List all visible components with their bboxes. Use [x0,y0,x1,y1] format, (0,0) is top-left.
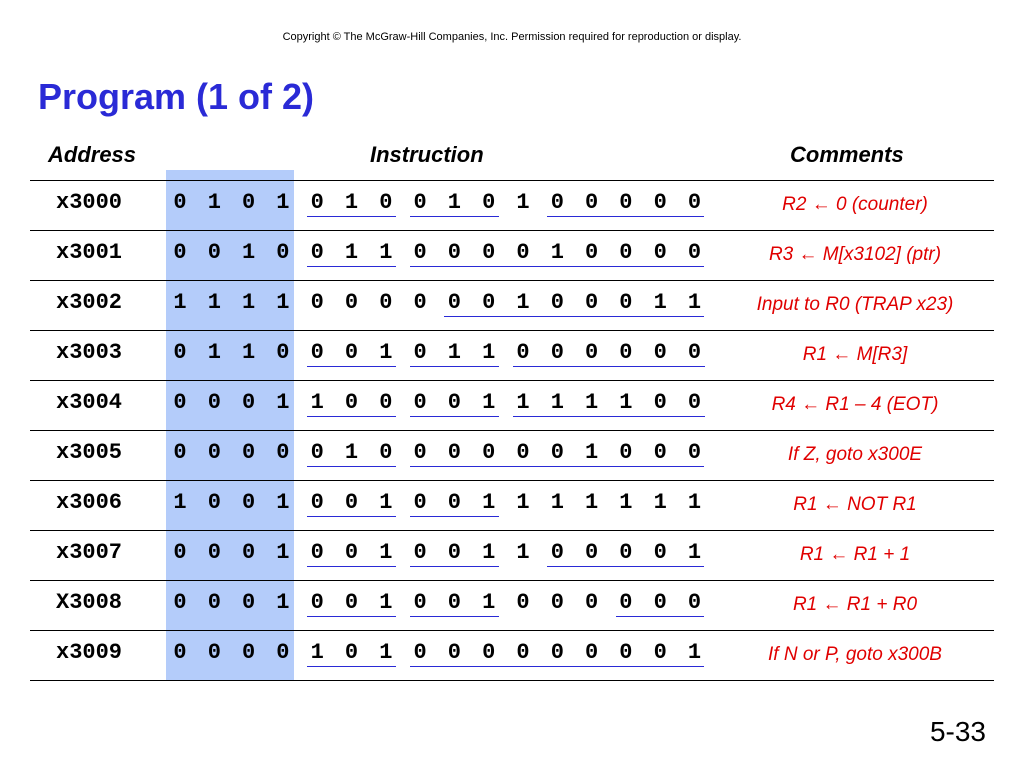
instruction-bit: 1 [276,390,290,415]
table-row [30,380,994,430]
address-cell: x3003 [56,340,123,365]
field-underline [410,616,499,617]
instruction-bit: 0 [584,290,599,315]
table-row [30,230,994,280]
comment-cell: R2 ← 0 (counter) [782,194,928,215]
row-divider [30,680,994,681]
instruction-bit: 0 [173,440,187,465]
instruction-bit: 0 [241,490,256,515]
field-underline [513,416,705,417]
instruction-bit: 1 [379,590,393,615]
instruction-bit: 1 [687,540,702,565]
instruction-bit: 0 [653,540,667,565]
instruction-bit: 0 [687,590,702,615]
comment-cell: R3 ← M[x3102] (ptr) [768,244,942,265]
table-row [30,430,994,480]
instruction-bit: 1 [241,290,256,315]
field-underline [410,266,704,267]
instruction-bit: 0 [379,190,393,215]
field-underline [307,266,396,267]
field-underline [307,566,396,567]
instruction-bit: 0 [447,390,461,415]
copyright-notice: Copyright © The McGraw-Hill Companies, Inc. Permission required for reproduction or display. [282,31,742,43]
instruction-bit: 0 [584,340,599,365]
instruction-bit: 0 [413,240,427,265]
instruction-bit: 1 [516,540,530,565]
instruction-bit: 1 [379,240,393,265]
table-row [30,480,994,530]
instruction-bit: 1 [344,190,359,215]
instruction-bit: 0 [207,640,221,665]
field-underline [410,416,499,417]
instruction-bit: 0 [482,290,496,315]
instruction-bit: 0 [413,440,427,465]
address-cell: x3005 [56,440,123,465]
instruction-bit: 0 [584,640,599,665]
instruction-bit: 0 [173,390,187,415]
table-row [30,330,994,380]
instruction-bit: 0 [687,190,702,215]
instruction-bit: 0 [241,190,256,215]
instruction-bit: 0 [310,340,324,365]
instruction-bit: 1 [653,490,667,515]
comment-cell: R1 ← R1 + R0 [792,594,918,615]
table-row [30,630,994,680]
instruction-bit: 0 [653,240,667,265]
field-underline [307,516,396,517]
instruction-bit: 1 [550,240,564,265]
address-cell: x3009 [56,640,123,665]
instruction-bit: 0 [413,490,427,515]
instruction-bit: 0 [619,440,633,465]
field-underline [307,666,396,667]
comment-cell: R4 ← R1 – 4 (EOT) [771,394,939,415]
field-underline [307,466,396,467]
instruction-bit: 0 [173,240,187,265]
instruction-bit: 0 [584,590,599,615]
instruction-bit: 0 [619,190,633,215]
instruction-bit: 0 [310,590,324,615]
instruction-bit: 0 [173,640,187,665]
instruction-bit: 0 [619,540,633,565]
instruction-bit: 0 [310,240,324,265]
instruction-bit: 1 [379,340,393,365]
instruction-bit: 0 [516,340,530,365]
instruction-bit: 1 [584,390,599,415]
instruction-bit: 0 [550,590,564,615]
comment-cell: Input to R0 (TRAP x23) [756,294,954,315]
instruction-bit: 0 [207,490,221,515]
instruction-bit: 0 [653,440,667,465]
instruction-bit: 1 [516,390,530,415]
instruction-bit: 0 [310,190,324,215]
instruction-bit: 1 [344,440,359,465]
instruction-bit: 0 [550,640,564,665]
instruction-bit: 0 [413,640,427,665]
instruction-bit: 1 [241,240,256,265]
address-cell: x3006 [56,490,123,515]
address-cell: x3001 [56,240,123,265]
instruction-bit: 1 [619,390,633,415]
instruction-bit: 0 [276,640,290,665]
instruction-bit: 1 [550,390,564,415]
instruction-bit: 0 [413,540,427,565]
instruction-bit: 0 [344,290,359,315]
table-row [30,180,994,230]
instruction-bit: 0 [413,290,427,315]
instruction-bit: 0 [516,440,530,465]
instruction-bit: 0 [619,590,633,615]
instruction-bit: 1 [516,190,530,215]
instruction-bit: 1 [241,340,256,365]
instruction-bit: 0 [482,440,496,465]
field-underline [410,466,704,467]
field-underline [616,616,705,617]
field-underline [307,416,396,417]
field-underline [547,216,704,217]
instruction-bit: 0 [687,440,702,465]
instruction-bit: 0 [482,190,496,215]
instruction-bit: 1 [310,640,324,665]
instruction-bit: 1 [379,490,393,515]
instruction-bit: 0 [516,590,530,615]
slide-number: 5-33 [929,716,986,747]
field-underline [444,316,704,317]
comment-cell: If Z, goto x300E [787,444,923,465]
instruction-bit: 0 [173,190,187,215]
instruction-bit: 1 [482,540,496,565]
instruction-bit: 1 [687,640,702,665]
instruction-bit: 0 [653,640,667,665]
address-cell: x3000 [56,190,123,215]
field-underline [513,366,705,367]
instruction-bit: 1 [276,190,290,215]
field-underline [307,216,396,217]
address-cell: X3008 [56,590,123,615]
instruction-bit: 0 [550,340,564,365]
instruction-bit: 0 [241,540,256,565]
instruction-bit: 0 [447,540,461,565]
instruction-bit: 0 [687,390,702,415]
header-instruction: Instruction [370,142,484,167]
instruction-bit: 0 [447,290,461,315]
field-underline [410,666,704,667]
instruction-bit: 0 [653,340,667,365]
instruction-bit: 1 [379,540,393,565]
comment-cell: If N or P, goto x300B [768,644,942,665]
instruction-bit: 0 [619,340,633,365]
instruction-bit: 1 [687,490,702,515]
instruction-bit: 0 [619,290,633,315]
instruction-bit: 0 [344,390,359,415]
instruction-bit: 0 [584,540,599,565]
field-underline [410,366,499,367]
instruction-bit: 0 [207,240,221,265]
instruction-bit: 0 [276,340,290,365]
instruction-bit: 0 [584,240,599,265]
instruction-bit: 1 [379,640,393,665]
instruction-bit: 1 [276,590,290,615]
instruction-bit: 0 [516,240,530,265]
instruction-bit: 1 [447,190,461,215]
instruction-bit: 0 [344,640,359,665]
instruction-bit: 0 [207,440,221,465]
instruction-bit: 1 [584,490,599,515]
instruction-bit: 0 [344,490,359,515]
instruction-bit: 0 [344,540,359,565]
instruction-bit: 0 [687,340,702,365]
field-underline [410,216,499,217]
instruction-bit: 0 [379,440,393,465]
instruction-bit: 0 [447,440,461,465]
comment-cell: R1 ← NOT R1 [793,494,917,515]
instruction-bit: 1 [207,190,221,215]
instruction-bit: 1 [310,390,324,415]
instruction-bit: 1 [447,340,461,365]
instruction-bit: 1 [516,290,530,315]
instruction-bit: 0 [379,390,393,415]
instruction-bit: 0 [413,590,427,615]
instruction-bit: 0 [241,440,256,465]
instruction-bit: 0 [550,540,564,565]
instruction-bit: 0 [344,340,359,365]
address-cell: x3002 [56,290,123,315]
field-underline [547,566,704,567]
instruction-bit: 1 [207,340,221,365]
instruction-bit: 0 [653,590,667,615]
instruction-bit: 0 [310,440,324,465]
instruction-bit: 0 [173,540,187,565]
instruction-bit: 0 [310,290,324,315]
comment-cell: R1 ← M[R3] [802,344,908,365]
instruction-bit: 1 [276,540,290,565]
instruction-bit: 1 [344,240,359,265]
instruction-bit: 1 [482,340,496,365]
instruction-bit: 0 [619,240,633,265]
address-cell: x3004 [56,390,123,415]
instruction-bit: 0 [413,340,427,365]
instruction-bit: 0 [310,490,324,515]
instruction-bit: 1 [550,490,564,515]
table-row [30,280,994,330]
instruction-bit: 0 [482,640,496,665]
instruction-bit: 0 [516,640,530,665]
instruction-bit: 0 [413,190,427,215]
instruction-bit: 0 [447,240,461,265]
instruction-bit: 0 [173,590,187,615]
instruction-bit: 0 [207,590,221,615]
instruction-bit: 0 [550,190,564,215]
instruction-bit: 0 [207,390,221,415]
instruction-bit: 0 [653,390,667,415]
field-underline [410,566,499,567]
field-underline [307,366,396,367]
header-comments: Comments [790,142,904,167]
instruction-bit: 0 [379,290,393,315]
table-row [30,580,994,630]
instruction-bit: 0 [207,540,221,565]
instruction-bit: 0 [653,190,667,215]
instruction-bit: 0 [447,590,461,615]
instruction-bit: 0 [241,640,256,665]
instruction-bit: 1 [619,490,633,515]
instruction-bit: 1 [516,490,530,515]
instruction-bit: 0 [550,290,564,315]
instruction-bit: 0 [447,640,461,665]
instruction-bit: 0 [173,340,187,365]
field-underline [307,616,396,617]
instruction-bit: 1 [584,440,599,465]
instruction-bit: 1 [276,290,290,315]
instruction-bit: 1 [653,290,667,315]
instruction-bit: 0 [482,240,496,265]
instruction-bit: 0 [276,440,290,465]
instruction-bit: 0 [447,490,461,515]
instruction-bit: 0 [241,590,256,615]
instruction-bit: 1 [482,390,496,415]
instruction-bit: 1 [173,490,187,515]
field-underline [410,516,499,517]
instruction-bit: 1 [482,490,496,515]
comment-cell: R1 ← R1 + 1 [799,544,911,565]
instruction-bit: 1 [173,290,187,315]
instruction-bit: 0 [619,640,633,665]
header-address: Address [48,142,137,167]
instruction-bit: 1 [207,290,221,315]
instruction-bit: 0 [241,390,256,415]
slide-title: Program (1 of 2) [38,76,315,117]
table-row [30,530,994,580]
instruction-bit: 0 [310,540,324,565]
instruction-bit: 0 [550,440,564,465]
instruction-bit: 0 [687,240,702,265]
instruction-bit: 0 [344,590,359,615]
instruction-bit: 0 [584,190,599,215]
instruction-bit: 0 [276,240,290,265]
instruction-bit: 1 [276,490,290,515]
instruction-bit: 0 [413,390,427,415]
instruction-bit: 1 [687,290,702,315]
instruction-bit: 1 [482,590,496,615]
address-cell: x3007 [56,540,123,565]
